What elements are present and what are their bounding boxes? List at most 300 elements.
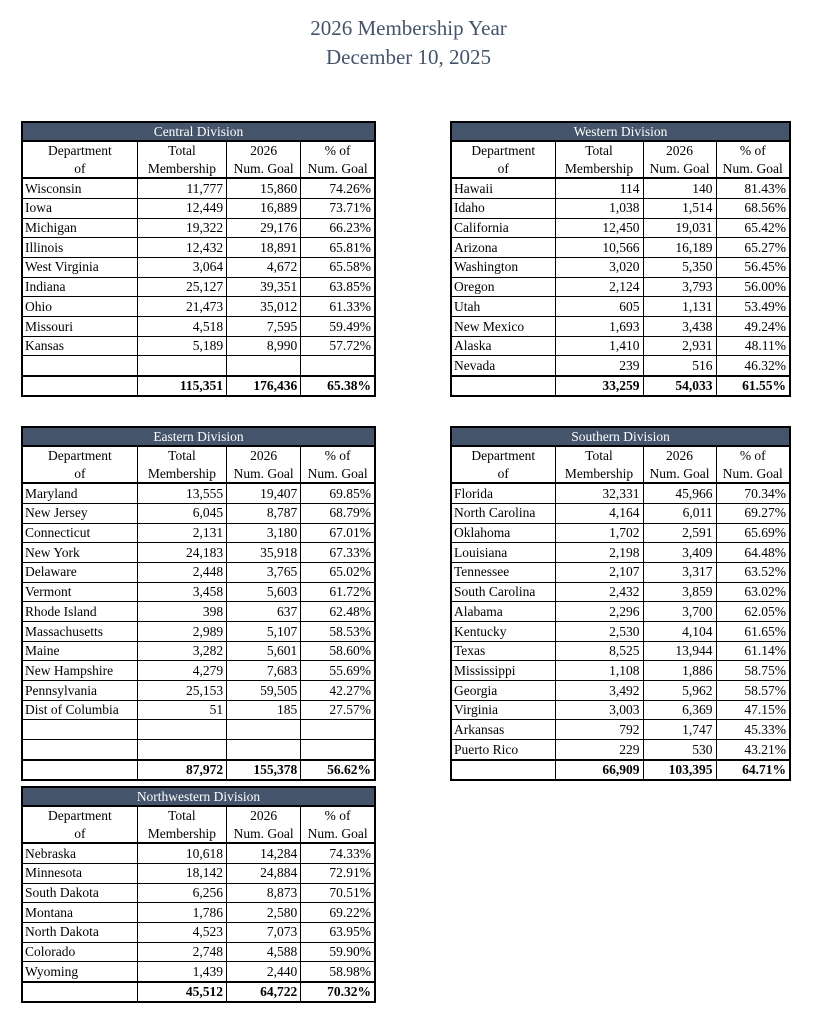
- department-name: Idaho: [452, 198, 555, 218]
- division-total-pct: 61.55%: [716, 376, 789, 395]
- division-total-membership: 45,512: [137, 982, 226, 1001]
- department-name: California: [452, 218, 555, 238]
- total-membership: 1,439: [137, 962, 226, 982]
- total-membership: 6,045: [137, 503, 226, 523]
- table-row: [23, 198, 374, 218]
- division-table: [23, 788, 374, 1001]
- pct-of-goal: 58.57%: [716, 681, 789, 701]
- table-row: [23, 843, 374, 863]
- pct-of-goal: 63.95%: [301, 922, 374, 942]
- pct-of-goal: 67.01%: [301, 523, 374, 543]
- goal-value: 140: [643, 178, 716, 198]
- goal-value: 3,765: [227, 562, 301, 582]
- table-row: [23, 700, 374, 720]
- department-name: Dist of Columbia: [23, 700, 137, 720]
- table-row: [23, 661, 374, 681]
- division-table: [452, 123, 789, 395]
- department-name: Arizona: [452, 238, 555, 258]
- department-name: Rhode Island: [23, 602, 137, 622]
- division-total-pct: 70.32%: [301, 982, 374, 1001]
- goal-value: 1,514: [643, 198, 716, 218]
- pct-of-goal: 65.69%: [716, 523, 789, 543]
- goal-value: 516: [643, 356, 716, 376]
- total-membership: 2,198: [555, 543, 643, 563]
- division-table: [452, 428, 789, 779]
- table-row: [23, 942, 374, 962]
- department-name: Texas: [452, 641, 555, 661]
- table-row: [452, 503, 789, 523]
- division-total-goal: 103,395: [643, 760, 716, 779]
- division-name: Eastern Division: [23, 428, 374, 446]
- total-membership: 3,492: [555, 681, 643, 701]
- total-membership: 3,064: [137, 257, 226, 277]
- col-header-total: Total: [555, 446, 643, 465]
- pct-of-goal: 72.91%: [301, 863, 374, 883]
- department-name: [23, 356, 137, 376]
- pct-of-goal: 66.23%: [301, 218, 374, 238]
- total-membership: 4,279: [137, 661, 226, 681]
- pct-of-goal: 56.00%: [716, 277, 789, 297]
- department-name: Minnesota: [23, 863, 137, 883]
- table-row: [23, 962, 374, 982]
- pct-of-goal: 61.14%: [716, 641, 789, 661]
- pct-of-goal: 43.21%: [716, 740, 789, 760]
- pct-of-goal: 58.75%: [716, 661, 789, 681]
- department-name: Massachusetts: [23, 622, 137, 642]
- pct-of-goal: 45.33%: [716, 720, 789, 740]
- table-row: [23, 277, 374, 297]
- goal-value: 3,180: [227, 523, 301, 543]
- table-row: [23, 922, 374, 942]
- table-row: [23, 503, 374, 523]
- table-row: [23, 562, 374, 582]
- goal-value: [227, 720, 301, 740]
- department-name: Alabama: [452, 602, 555, 622]
- division-total-membership: 66,909: [555, 760, 643, 779]
- goal-value: [227, 740, 301, 760]
- total-membership: 2,107: [555, 562, 643, 582]
- department-name: [23, 740, 137, 760]
- total-membership: 1,038: [555, 198, 643, 218]
- table-row: [452, 523, 789, 543]
- department-name: Indiana: [23, 277, 137, 297]
- table-row: [452, 336, 789, 356]
- table-row: [452, 562, 789, 582]
- pct-of-goal: [301, 356, 374, 376]
- total-membership: 10,566: [555, 238, 643, 258]
- col-header-department-2: of: [23, 825, 137, 844]
- col-header-total-2: Membership: [137, 825, 226, 844]
- goal-value: 5,962: [643, 681, 716, 701]
- report-title: [0, 14, 817, 72]
- total-label-cell: [452, 376, 555, 395]
- col-header-total-2: Membership: [555, 160, 643, 179]
- col-header-pct: % of: [739, 143, 766, 159]
- goal-value: 14,284: [227, 843, 301, 863]
- total-membership: 4,518: [137, 317, 226, 337]
- table-row: [452, 198, 789, 218]
- goal-value: 8,873: [227, 883, 301, 903]
- pct-of-goal: 61.65%: [716, 622, 789, 642]
- pct-of-goal: 69.27%: [716, 503, 789, 523]
- table-row: [23, 178, 374, 198]
- col-header-department: Department: [23, 806, 137, 825]
- col-header-goal: 2026: [227, 141, 301, 160]
- department-name: Vermont: [23, 582, 137, 602]
- goal-value: 185: [227, 700, 301, 720]
- total-membership: [137, 356, 226, 376]
- department-name: Louisiana: [452, 543, 555, 563]
- southern-division-table: [450, 426, 791, 781]
- pct-of-goal: 59.90%: [301, 942, 374, 962]
- department-name: Maine: [23, 641, 137, 661]
- goal-value: 19,031: [643, 218, 716, 238]
- pct-of-goal: 70.51%: [301, 883, 374, 903]
- pct-of-goal: 58.53%: [301, 622, 374, 642]
- pct-of-goal: 68.56%: [716, 198, 789, 218]
- department-name: Georgia: [452, 681, 555, 701]
- col-header-pct: % of: [324, 448, 351, 464]
- table-row: [23, 336, 374, 356]
- division-name: Northwestern Division: [23, 788, 374, 806]
- total-row: [23, 982, 374, 1001]
- col-header-goal: 2026: [227, 446, 301, 465]
- total-membership: 11,777: [137, 178, 226, 198]
- table-row: [23, 863, 374, 883]
- division-name: Western Division: [452, 123, 789, 141]
- department-name: Connecticut: [23, 523, 137, 543]
- total-membership: 2,124: [555, 277, 643, 297]
- total-membership: 5,189: [137, 336, 226, 356]
- total-membership: 12,449: [137, 198, 226, 218]
- col-header-goal: 2026: [643, 446, 716, 465]
- department-name: North Dakota: [23, 922, 137, 942]
- goal-value: 16,189: [643, 238, 716, 258]
- table-row: [452, 483, 789, 503]
- pct-of-goal: 63.52%: [716, 562, 789, 582]
- total-membership: 1,410: [555, 336, 643, 356]
- goal-value: 4,588: [227, 942, 301, 962]
- table-row: [452, 602, 789, 622]
- northwestern-division-table: [21, 786, 376, 1003]
- division-total-pct: 64.71%: [716, 760, 789, 779]
- col-header-total: Total: [555, 141, 643, 160]
- department-name: New Mexico: [452, 317, 555, 337]
- pct-of-goal: 57.72%: [301, 336, 374, 356]
- division-table: [23, 428, 374, 779]
- table-row: [23, 483, 374, 503]
- pct-of-goal: 69.85%: [301, 483, 374, 503]
- division-total-goal: 155,378: [227, 760, 301, 779]
- division-total-goal: 64,722: [227, 982, 301, 1001]
- department-name: Tennessee: [452, 562, 555, 582]
- division-name: Southern Division: [452, 428, 789, 446]
- total-row: [23, 760, 374, 779]
- department-name: Nebraska: [23, 843, 137, 863]
- department-name: Ohio: [23, 297, 137, 317]
- total-row: [452, 376, 789, 395]
- table-row: [452, 297, 789, 317]
- department-name: Mississippi: [452, 661, 555, 681]
- pct-of-goal: 58.60%: [301, 641, 374, 661]
- goal-value: 24,884: [227, 863, 301, 883]
- goal-value: 39,351: [227, 277, 301, 297]
- eastern-division-table: [21, 426, 376, 781]
- goal-value: 530: [643, 740, 716, 760]
- western-division-table: [450, 121, 791, 397]
- total-membership: 3,020: [555, 257, 643, 277]
- col-header-goal-2: Num. Goal: [227, 465, 301, 484]
- table-row: [23, 681, 374, 701]
- col-header-department: Department: [452, 446, 555, 465]
- division-total-goal: 176,436: [227, 376, 301, 395]
- total-membership: 1,693: [555, 317, 643, 337]
- pct-of-goal: 48.11%: [716, 336, 789, 356]
- total-label-cell: [23, 982, 137, 1001]
- goal-value: 4,672: [227, 257, 301, 277]
- total-membership: 51: [137, 700, 226, 720]
- col-header-department-2: of: [452, 465, 555, 484]
- pct-of-goal: 42.27%: [301, 681, 374, 701]
- pct-of-goal: 27.57%: [301, 700, 374, 720]
- col-header-goal: 2026: [643, 141, 716, 160]
- table-row: [23, 317, 374, 337]
- goal-value: 35,012: [227, 297, 301, 317]
- col-header-goal-2: Num. Goal: [227, 160, 301, 179]
- total-membership: 239: [555, 356, 643, 376]
- total-membership: 25,127: [137, 277, 226, 297]
- goal-value: 3,409: [643, 543, 716, 563]
- table-row: [23, 883, 374, 903]
- department-name: South Dakota: [23, 883, 137, 903]
- department-name: [23, 720, 137, 740]
- goal-value: 8,787: [227, 503, 301, 523]
- goal-value: 7,595: [227, 317, 301, 337]
- col-header-department: Department: [23, 446, 137, 465]
- col-header-pct-2: Num. Goal: [301, 825, 374, 844]
- total-membership: 2,530: [555, 622, 643, 642]
- table-row: [452, 543, 789, 563]
- department-name: Iowa: [23, 198, 137, 218]
- goal-value: 2,591: [643, 523, 716, 543]
- pct-of-goal: 59.49%: [301, 317, 374, 337]
- goal-value: [227, 356, 301, 376]
- col-header-goal-2: Num. Goal: [643, 160, 716, 179]
- table-row: [452, 582, 789, 602]
- col-header-pct: % of: [739, 448, 766, 464]
- report-title-line-1: 2026 Membership Year: [310, 16, 507, 40]
- department-name: Puerto Rico: [452, 740, 555, 760]
- col-header-department: Department: [23, 141, 137, 160]
- table-row: [452, 238, 789, 258]
- department-name: Alaska: [452, 336, 555, 356]
- goal-value: 19,407: [227, 483, 301, 503]
- total-membership: 229: [555, 740, 643, 760]
- table-row: [452, 641, 789, 661]
- department-name: Florida: [452, 483, 555, 503]
- department-name: Utah: [452, 297, 555, 317]
- pct-of-goal: 65.58%: [301, 257, 374, 277]
- total-membership: 19,322: [137, 218, 226, 238]
- goal-value: 637: [227, 602, 301, 622]
- col-header-total-2: Membership: [137, 465, 226, 484]
- department-name: Colorado: [23, 942, 137, 962]
- central-division-table: [21, 121, 376, 397]
- total-membership: 3,458: [137, 582, 226, 602]
- total-membership: 1,786: [137, 903, 226, 923]
- pct-of-goal: 63.85%: [301, 277, 374, 297]
- pct-of-goal: 81.43%: [716, 178, 789, 198]
- total-label-cell: [452, 760, 555, 779]
- table-row: [452, 700, 789, 720]
- total-membership: 3,282: [137, 641, 226, 661]
- col-header-pct: % of: [324, 808, 351, 824]
- department-name: Kansas: [23, 336, 137, 356]
- department-name: Washington: [452, 257, 555, 277]
- col-header-total-2: Membership: [137, 160, 226, 179]
- total-membership: 114: [555, 178, 643, 198]
- total-membership: 8,525: [555, 641, 643, 661]
- pct-of-goal: 64.48%: [716, 543, 789, 563]
- goal-value: 2,580: [227, 903, 301, 923]
- total-membership: 25,153: [137, 681, 226, 701]
- goal-value: 5,107: [227, 622, 301, 642]
- department-name: Missouri: [23, 317, 137, 337]
- table-row: [23, 218, 374, 238]
- table-row: [23, 523, 374, 543]
- pct-of-goal: 55.69%: [301, 661, 374, 681]
- division-table: [23, 123, 374, 395]
- col-header-pct-2: Num. Goal: [716, 160, 789, 179]
- table-row: [23, 356, 374, 376]
- table-row: [452, 720, 789, 740]
- table-row: [23, 543, 374, 563]
- pct-of-goal: [301, 740, 374, 760]
- goal-value: 3,859: [643, 582, 716, 602]
- col-header-department: Department: [452, 141, 555, 160]
- total-membership: 12,432: [137, 238, 226, 258]
- col-header-pct-2: Num. Goal: [301, 160, 374, 179]
- pct-of-goal: 63.02%: [716, 582, 789, 602]
- total-membership: 18,142: [137, 863, 226, 883]
- total-membership: 1,702: [555, 523, 643, 543]
- department-name: Nevada: [452, 356, 555, 376]
- department-name: Michigan: [23, 218, 137, 238]
- division-total-membership: 87,972: [137, 760, 226, 779]
- table-row: [23, 720, 374, 740]
- col-header-goal: 2026: [227, 806, 301, 825]
- total-row: [452, 760, 789, 779]
- goal-value: 2,440: [227, 962, 301, 982]
- total-membership: 4,523: [137, 922, 226, 942]
- table-row: [23, 582, 374, 602]
- goal-value: 7,683: [227, 661, 301, 681]
- pct-of-goal: [301, 720, 374, 740]
- col-header-pct-2: Num. Goal: [301, 465, 374, 484]
- pct-of-goal: 61.33%: [301, 297, 374, 317]
- goal-value: 1,131: [643, 297, 716, 317]
- department-name: Pennsylvania: [23, 681, 137, 701]
- table-row: [452, 317, 789, 337]
- pct-of-goal: 65.42%: [716, 218, 789, 238]
- goal-value: 3,793: [643, 277, 716, 297]
- goal-value: 59,505: [227, 681, 301, 701]
- division-total-membership: 33,259: [555, 376, 643, 395]
- pct-of-goal: 65.27%: [716, 238, 789, 258]
- table-row: [452, 218, 789, 238]
- pct-of-goal: 74.33%: [301, 843, 374, 863]
- goal-value: 45,966: [643, 483, 716, 503]
- total-membership: 2,448: [137, 562, 226, 582]
- pct-of-goal: 65.02%: [301, 562, 374, 582]
- col-header-department-2: of: [23, 465, 137, 484]
- goal-value: 5,603: [227, 582, 301, 602]
- goal-value: 29,176: [227, 218, 301, 238]
- total-membership: 32,331: [555, 483, 643, 503]
- goal-value: 16,889: [227, 198, 301, 218]
- department-name: Hawaii: [452, 178, 555, 198]
- goal-value: 6,369: [643, 700, 716, 720]
- division-name: Central Division: [23, 123, 374, 141]
- total-membership: [137, 740, 226, 760]
- department-name: Arkansas: [452, 720, 555, 740]
- department-name: Kentucky: [452, 622, 555, 642]
- total-membership: 6,256: [137, 883, 226, 903]
- table-row: [23, 903, 374, 923]
- col-header-total: Total: [137, 806, 226, 825]
- department-name: Wyoming: [23, 962, 137, 982]
- table-row: [23, 257, 374, 277]
- division-total-membership: 115,351: [137, 376, 226, 395]
- col-header-total: Total: [137, 141, 226, 160]
- pct-of-goal: 46.32%: [716, 356, 789, 376]
- department-name: Wisconsin: [23, 178, 137, 198]
- pct-of-goal: 69.22%: [301, 903, 374, 923]
- total-membership: 398: [137, 602, 226, 622]
- pct-of-goal: 47.15%: [716, 700, 789, 720]
- division-total-pct: 56.62%: [301, 760, 374, 779]
- total-membership: 21,473: [137, 297, 226, 317]
- table-row: [23, 622, 374, 642]
- division-total-goal: 54,033: [643, 376, 716, 395]
- department-name: Maryland: [23, 483, 137, 503]
- department-name: Delaware: [23, 562, 137, 582]
- goal-value: 3,700: [643, 602, 716, 622]
- total-membership: 10,618: [137, 843, 226, 863]
- total-membership: 1,108: [555, 661, 643, 681]
- goal-value: 7,073: [227, 922, 301, 942]
- pct-of-goal: 73.71%: [301, 198, 374, 218]
- goal-value: 3,317: [643, 562, 716, 582]
- department-name: North Carolina: [452, 503, 555, 523]
- pct-of-goal: 58.98%: [301, 962, 374, 982]
- goal-value: 2,931: [643, 336, 716, 356]
- total-label-cell: [23, 760, 137, 779]
- col-header-pct: % of: [324, 143, 351, 159]
- total-membership: 2,748: [137, 942, 226, 962]
- pct-of-goal: 70.34%: [716, 483, 789, 503]
- department-name: New Jersey: [23, 503, 137, 523]
- pct-of-goal: 74.26%: [301, 178, 374, 198]
- pct-of-goal: 61.72%: [301, 582, 374, 602]
- total-row: [23, 376, 374, 395]
- goal-value: 8,990: [227, 336, 301, 356]
- department-name: New York: [23, 543, 137, 563]
- total-membership: 2,131: [137, 523, 226, 543]
- total-label-cell: [23, 376, 137, 395]
- table-row: [23, 238, 374, 258]
- total-membership: 3,003: [555, 700, 643, 720]
